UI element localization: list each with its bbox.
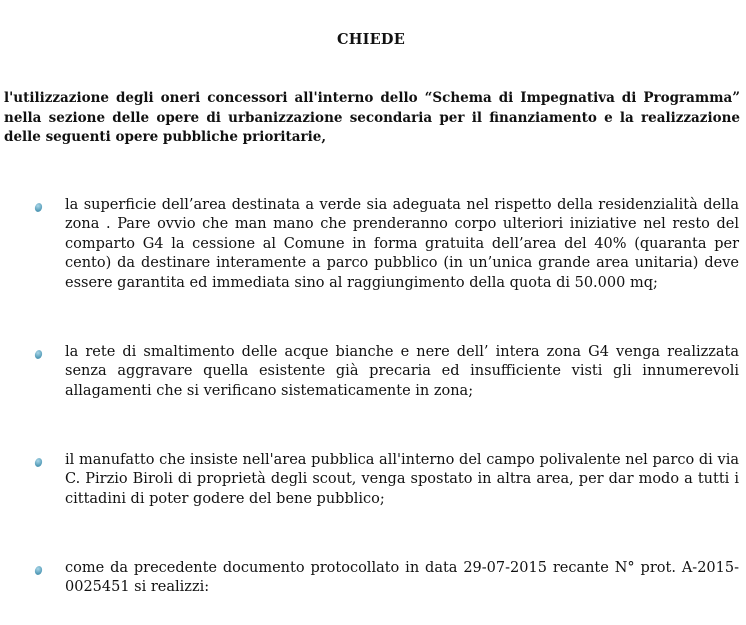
list-item-text: come da precedente documento protocollato in data 29-07-2015 recante N° prot. A-2015-0025451 si realizzi: bbox=[65, 560, 739, 596]
list-item-text: il manufatto che insiste nell'area pubblica all'interno del campo polivalente nel parco di via C. Pirzio Biroli di proprietà degli scout, venga spostato in altra area, per dar modo a tutti i cittadini di poter godere del bene pubblico; bbox=[65, 452, 739, 507]
list-item-text: la rete di smaltimento delle acque bianche e nere dell’ intera zona G4 venga realizzata senza aggravare quella esistente già precaria ed insufficiente visti gli innumerevoli allagamenti che si verificano sistematicamente in zona; bbox=[65, 344, 739, 399]
bullet-icon bbox=[34, 349, 44, 360]
document-heading: CHIEDE bbox=[337, 31, 405, 48]
request-intro-paragraph: l'utilizzazione degli oneri concessori all'interno dello “Schema di Impegnativa di Programma” nella sezione delle opere di urbanizzazione secondaria per il finanziamento e la realizzazione delle seguenti opere pubbliche prioritarie, bbox=[4, 90, 740, 145]
list-item-text: la superficie dell’area destinata a verde sia adeguata nel rispetto della residenzialità della zona . Pare ovvio che man mano che prenderanno corpo ulteriori iniziative nel resto del comparto G4 la cessione al Comune in forma gratuita dell’area del 40% (quaranta per cento) da destinare interamente a parco pubblico (in un’unica grande area unitaria) deve essere garantita ed immediata sino al raggiungimento della quota di 50.000 mq; bbox=[65, 197, 739, 291]
bullet-icon bbox=[34, 565, 44, 576]
bullet-icon bbox=[34, 457, 44, 468]
bullet-icon bbox=[34, 202, 44, 213]
